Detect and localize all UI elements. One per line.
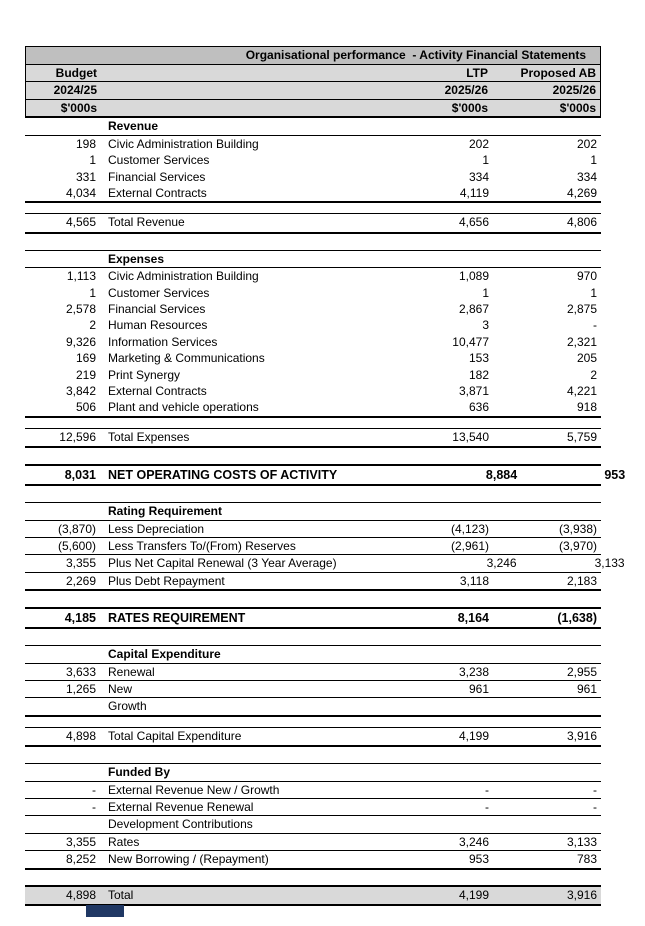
row-label: New Borrowing / (Repayment) (108, 852, 269, 867)
table-row (25, 268, 601, 284)
table-row (25, 399, 601, 417)
row-label: Rates (108, 834, 140, 849)
proposed-value: 1 (590, 153, 597, 168)
budget-value (25, 503, 100, 519)
budget-value: 8,252 (65, 852, 96, 867)
table-row (25, 799, 601, 816)
ltp-value: - (485, 782, 489, 797)
proposed-value: 2,321 (566, 334, 597, 349)
table-row (25, 885, 601, 907)
table-row (25, 607, 601, 629)
row-label: Expenses (108, 251, 165, 266)
budget-value: (3,870) (57, 521, 96, 536)
ltp-value: 3,246 (486, 556, 517, 571)
ltp-value: 953 (468, 852, 489, 867)
ltp-value: (4,123) (450, 521, 489, 536)
table-row (25, 383, 601, 399)
row-label: Civic Administration Building (108, 269, 259, 284)
proposed-value (489, 646, 601, 662)
budget-value: 8,031 (64, 468, 96, 483)
row-label: Print Synergy (108, 367, 181, 382)
budget-value (25, 698, 100, 714)
row-label: Total Capital Expenditure (108, 728, 242, 743)
budget-value: 12,596 (59, 429, 96, 444)
table-row (25, 317, 601, 333)
proposed-value: 970 (576, 269, 597, 284)
ltp-value: 4,199 (458, 728, 489, 743)
units-ltp: $'000s (451, 100, 488, 115)
spacer-row (25, 591, 601, 607)
proposed-value: 202 (576, 136, 597, 151)
row-label: Rating Requirement (108, 504, 223, 519)
budget-value: 1 (89, 285, 96, 300)
row-label: RATES REQUIREMENT (108, 611, 246, 626)
table-row (25, 816, 601, 833)
table-row (25, 464, 626, 486)
units-proposed: $'000s (559, 100, 596, 115)
budget-value: 4,034 (65, 185, 96, 200)
table-row (25, 136, 601, 152)
row-label: Less Depreciation (108, 521, 205, 536)
proposed-value (489, 251, 601, 267)
budget-value: 198 (75, 136, 96, 151)
row-label: Total Expenses (108, 429, 190, 444)
column-header-budget: Budget (55, 65, 97, 80)
ltp-value (309, 503, 489, 519)
budget-value: 3,633 (65, 664, 96, 679)
table-body (25, 118, 626, 906)
section-heading-row (25, 502, 601, 520)
table-title: Organisational performance - Activity Financial Statements (245, 48, 586, 62)
budget-value: 1,265 (65, 681, 96, 696)
row-label: Civic Administration Building (108, 136, 259, 151)
ltp-value (309, 816, 489, 832)
year-proposed: 2025/26 (552, 83, 596, 98)
row-label: Total (108, 887, 134, 902)
row-label: External Contracts (108, 383, 207, 398)
table-row (25, 152, 601, 168)
proposed-value: 918 (576, 400, 597, 415)
table-row (25, 350, 601, 366)
ltp-value (309, 118, 489, 134)
budget-value (25, 816, 100, 832)
row-label: Marketing & Communications (108, 351, 265, 366)
table-row (25, 185, 601, 203)
section-heading-row (25, 763, 601, 781)
ltp-value: 3,246 (458, 834, 489, 849)
table-row (25, 538, 601, 555)
ltp-value: 4,119 (459, 185, 489, 200)
budget-value: 169 (75, 351, 96, 366)
table-row (25, 367, 601, 383)
table-row (25, 521, 601, 538)
table-row (25, 334, 601, 350)
spacer-row (25, 234, 601, 250)
ltp-value: (2,961) (450, 539, 489, 554)
row-label: Plus Net Capital Renewal (3 Year Average) (108, 556, 337, 571)
row-label: Growth (108, 699, 147, 714)
units-header-row (25, 100, 601, 119)
table-row (25, 301, 601, 317)
proposed-value: 961 (576, 681, 597, 696)
proposed-value: 953 (604, 468, 626, 483)
budget-value: 4,898 (65, 887, 96, 902)
budget-value: 2,578 (65, 302, 96, 316)
table-row (25, 664, 601, 681)
units-budget: $'000s (60, 100, 97, 115)
row-label: Human Resources (108, 318, 208, 333)
budget-value: 3,355 (65, 556, 96, 571)
proposed-value: 3,133 (566, 834, 597, 849)
budget-value: 2 (89, 318, 96, 333)
row-label: Customer Services (108, 153, 210, 168)
proposed-value: - (593, 800, 597, 815)
ltp-value: 334 (468, 169, 489, 184)
row-label: Revenue (108, 119, 159, 134)
row-label: Renewal (108, 664, 155, 679)
year-header-row (25, 82, 601, 100)
proposed-value: 3,916 (566, 887, 597, 902)
ltp-value: 1 (482, 153, 489, 168)
ltp-value: 1,089 (458, 269, 489, 284)
proposed-value: (1,638) (557, 611, 597, 626)
ltp-value (309, 646, 489, 662)
budget-value: 4,185 (64, 611, 96, 626)
spacer-row (25, 629, 601, 645)
ltp-value: 3 (482, 318, 489, 333)
budget-value (25, 118, 100, 134)
ltp-value: 3,238 (458, 664, 489, 679)
proposed-value: 2 (590, 367, 597, 382)
row-label: Development Contributions (108, 817, 253, 832)
proposed-value: 3,133 (594, 556, 625, 571)
ltp-value: 182 (468, 367, 489, 382)
budget-value: 219 (75, 367, 96, 382)
ltp-value: 636 (468, 400, 489, 415)
budget-value: 1 (89, 153, 96, 168)
ltp-value: 2,867 (458, 302, 489, 316)
row-label: Funded By (108, 765, 170, 780)
table-row (25, 169, 601, 185)
ltp-value (309, 251, 489, 267)
spacer-row (25, 870, 601, 885)
row-label: Capital Expenditure (108, 647, 221, 662)
table-row (25, 698, 601, 716)
table-row (25, 727, 601, 748)
ltp-value: 8,164 (457, 611, 489, 626)
proposed-value (489, 816, 601, 832)
table-row (25, 782, 601, 799)
row-label: NET OPERATING COSTS OF ACTIVITY (108, 468, 338, 483)
section-heading-row (25, 250, 601, 268)
row-label: New (108, 681, 133, 696)
column-header-ltp: LTP (466, 65, 488, 80)
proposed-value: 2,875 (566, 302, 597, 316)
ltp-value: 3,871 (458, 383, 489, 398)
ltp-value: 4,656 (458, 215, 489, 230)
spacer-row (25, 418, 601, 428)
ltp-value: 153 (468, 351, 489, 366)
proposed-value (489, 764, 601, 780)
budget-value: 331 (75, 169, 96, 184)
row-label: Financial Services (108, 169, 206, 184)
row-label: External Contracts (108, 185, 207, 200)
row-label: Less Transfers To/(From) Reserves (108, 539, 296, 554)
proposed-value: 3,916 (566, 728, 597, 743)
budget-value: - (92, 782, 96, 797)
row-label: Plant and vehicle operations (108, 400, 259, 415)
proposed-value: 4,221 (566, 383, 597, 398)
footer-bar (86, 905, 124, 917)
budget-value (25, 764, 100, 780)
year-spacer (101, 82, 308, 99)
year-ltp: 2025/26 (444, 83, 488, 98)
proposed-value: 205 (576, 351, 597, 366)
row-label: Total Revenue (108, 215, 185, 230)
budget-value: 2,269 (65, 573, 96, 588)
ltp-value: 1 (482, 285, 489, 300)
table-row (25, 681, 601, 698)
column-header-row (25, 65, 601, 83)
ltp-value: 4,199 (458, 887, 489, 902)
table-row (25, 285, 601, 301)
budget-value: 4,898 (65, 728, 96, 743)
proposed-value: 2,955 (566, 664, 597, 679)
ltp-value: 3,118 (459, 573, 489, 588)
budget-value: 3,842 (65, 383, 96, 398)
budget-value: (5,600) (57, 539, 96, 554)
ltp-value: 961 (468, 681, 489, 696)
proposed-value: 783 (576, 852, 597, 867)
row-label: Information Services (108, 334, 218, 349)
budget-value: - (92, 800, 96, 815)
table-row (25, 213, 601, 234)
budget-value: 4,565 (65, 215, 96, 230)
row-label: Financial Services (108, 302, 206, 316)
proposed-value (489, 118, 601, 134)
spacer-row (25, 203, 601, 213)
proposed-value: 2,183 (566, 573, 597, 588)
ltp-value (309, 698, 489, 714)
spacer-row (25, 486, 601, 502)
proposed-value (489, 503, 601, 519)
section-heading-row (25, 645, 601, 663)
proposed-value: 5,759 (566, 429, 597, 444)
spacer-row (25, 747, 601, 763)
units-spacer (101, 100, 308, 117)
table-row (25, 834, 601, 851)
ltp-value: 8,884 (485, 468, 518, 483)
year-budget: 2024/25 (53, 83, 97, 98)
ltp-value: 13,540 (452, 429, 489, 444)
section-heading-row (25, 118, 601, 135)
spacer-row (25, 448, 601, 464)
budget-value: 1,113 (66, 269, 96, 284)
statement-table (25, 46, 626, 906)
budget-value: 3,355 (65, 834, 96, 849)
table-row (25, 555, 625, 572)
proposed-value: (3,970) (558, 539, 597, 554)
proposed-value: 4,269 (566, 185, 597, 200)
budget-value: 9,326 (65, 334, 96, 349)
table-title-band (25, 46, 601, 65)
ltp-value: 202 (468, 136, 489, 151)
table-row (25, 851, 601, 869)
ltp-value: 10,477 (452, 334, 489, 349)
proposed-value: 334 (576, 169, 597, 184)
table-row (25, 573, 601, 591)
row-label: External Revenue Renewal (108, 800, 254, 815)
proposed-value: (3,938) (558, 521, 597, 536)
budget-value (25, 646, 100, 662)
budget-value (25, 251, 100, 267)
table-row (25, 428, 601, 449)
proposed-value: - (593, 318, 597, 333)
ltp-value (309, 764, 489, 780)
row-label: External Revenue New / Growth (108, 782, 280, 797)
ltp-value: - (485, 800, 489, 815)
proposed-value: - (593, 782, 597, 797)
proposed-value (489, 698, 601, 714)
column-header-proposed: Proposed AB (520, 65, 596, 80)
row-label: Plus Debt Repayment (108, 573, 225, 588)
spacer-row (25, 717, 601, 727)
proposed-value: 4,806 (566, 215, 597, 230)
row-label: Customer Services (108, 285, 210, 300)
column-header-spacer (101, 65, 308, 82)
proposed-value: 1 (590, 285, 597, 300)
budget-value: 506 (75, 400, 96, 415)
